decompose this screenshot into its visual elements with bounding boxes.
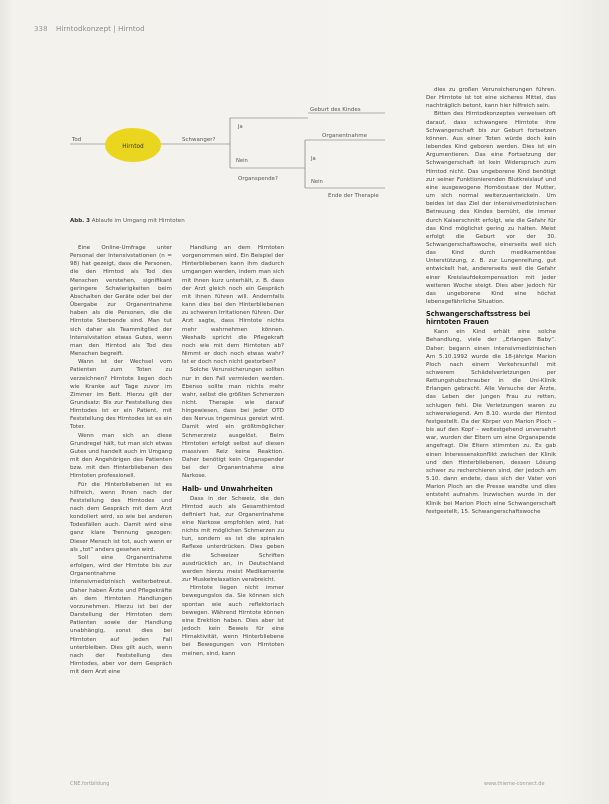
paragraph: Bitten des Hirntodkonzeptes verweisen oft darauf, dass schwangere Hirntote ihre Schwangerschaft bis zur Geburt fortsetzen können. Aus einer Toten würde doch kein lebendes Kind geboren werden. Dies ist ein Argumentieren. Das eine Fortsetzung der Schwangerschaft ist kein Widerspruch zum Hirntod nicht. Das ungeborene Kind benötigt zur seiner Funktionierenden Blutkreislauf und eine ausgewogene Homöostase der Mutter, um sich normal weiterzuentwickeln. Um beides ist das Ziel der intensivmedizinischen Betreuung des Kindes bemüht, die immer durch Kaiserschnitt erfolgt, wie die Gefahr für das Kind möglichst gering zu halten. Meist erfolgt die Geburt vor der 30. Schwangerschaftswoche, einerseits weil sich das Kind durch medikamentöse Unterstützung, z. B. zur Lungenreifung, gut entwickelt hat, andererseits weil die Gefahr einer Kreislaufdekompensation mit jeder weiteren Woche steigt. Dies aber jedoch für das ungeborene Kind eine höchst lebensgefährliche Situation.	[426, 111, 556, 306]
paragraph: Handlung an dem Hirntoten vorgenommen wird. Ein Beispiel der Hinterbliebenen kann ihm dadurch umgangen werden, indem man sich mit ihnen kurz unterhält, z. B. dass der Arzt gleich noch ein Gespräch mit ihnen führen will. Andernfalls kann dies bei den Hinterbliebenen zu schweren Irritationen führen. Der Arzt sagte, dass Hirntote nichts mehr wahrnehmen können. Weshalb spricht die Pflegekraft noch wie mit dem Hirntoten ab? Nimmt er doch noch etwas wahr? Ist er doch noch nicht gestorben?	[182, 245, 284, 366]
node-organspende: Organspende?	[238, 176, 278, 182]
node-organentnahme: Organentnahme	[322, 133, 367, 139]
footer-left: CNE.fortbildung	[70, 781, 110, 787]
text-column-3	[426, 86, 556, 516]
node-tod: Tod	[72, 137, 82, 143]
node-nein2: Nein	[311, 179, 323, 185]
node-hirntod: Hirntod	[122, 144, 144, 150]
paragraph: dies zu großen Verunsicherungen führen. Der Hirntote ist tot eine sicheres Mittel, das nachträglich betont, kann hier hilfreich sein.	[426, 87, 556, 110]
text-column-1	[70, 244, 172, 676]
node-schwanger: Schwanger?	[182, 137, 216, 143]
paragraph: Soll eine Organentnahme erfolgen, wird der Hirntote bis zur Organentnahme intensivmedizinisch weiterbetreut. Daher haben Ärzte und Pflegekräfte an dem Hirntoten Handlungen vorzunehmen. Hierzu ist bei der Darstellung der Hirntoten dem Patienten sowie der Handlung unabhängig, sonst dies bei Hirntoten auf jeden Fall unterbleiben. Dies gilt auch, wenn nach der Feststellung des Hirntodes, aber vor dem Gespräch mit dem Arzt eine	[70, 554, 172, 676]
paragraph: Für die Hinterbliebenen ist es hilfreich, wenn Ihnen nach der Feststellung des Hirntodes und nach dem Gespräch mit dem Arzt kondoliert wird, so wie bei anderen Todesfällen auch. Damit wird eine ganz klare Trennung gezogen: Dieser Mensch ist tot, auch wenn er als „tot“ anders gesehen wird.	[70, 481, 172, 553]
caption-label: Abb. 3	[70, 218, 90, 224]
node-ende: Ende der Therapie	[328, 193, 379, 199]
paragraph: Eine Online-Umfrage unter Personal der Intensivstationen (n = 98) hat gezeigt, dass die Personen, die den Hirntod als Tod des Menschen verstehen, signifikant geringere Schwierigkeiten beim Abschalten der Geräte oder bei der Übergabe zur Organentnahme haben als die Personen, die die Hirntote Sterbende sind. Man tut sich daher als Teammitglied der Intensivstation etwas Gutes, wenn man den Hirntod als Tod des Menschen begreift.	[70, 245, 172, 358]
text-column-2	[182, 244, 284, 658]
page-number: 338	[34, 25, 48, 33]
running-header	[34, 25, 145, 33]
paragraph: Hirntote liegen nicht immer bewegungslos da. Sie können sich spontan wie auch reflektorisch bewegen. Während Hirntote können eine Erektion haben. Dies aber ist jedoch kein Beweis für eine Hirnaktivität, wenn Hinterbliebene bei Bewegungen von Hirntoten meinen, sind, kann	[182, 585, 284, 657]
paragraph: Wenn man sich an diese Grundregel hält, tut man sich etwas Gutes und handelt auch im Umgang mit den Angehörigen des Patienten bzw. mit den Hinterbliebenen des Hirntoten professionell.	[70, 432, 172, 480]
node-nein: Nein	[236, 158, 248, 164]
running-title: Hirntodkonzept | Hirntod	[56, 25, 145, 33]
node-geburt: Geburt des Kindes	[310, 107, 361, 113]
node-ja: Ja	[238, 124, 243, 130]
paragraph: Dass in der Schweiz, die den Hirntod auch als Gesamthirntod definiert hat, zur Organentnahme eine Narkose empfohlen wird, hat nichts mit möglichen Schmerzen zu tun, sondern es ist die spinalen Reflexe unterdrücken. Dies geben die Schweizer Schriften ausdrücklich an, in Deutschland werden hierzu meist Medikamente zur Muskelrelaxation verabreicht.	[182, 495, 284, 584]
node-ja2: Ja	[311, 156, 316, 162]
section-heading-halb: Halb- und Unwahrheiten	[182, 484, 273, 493]
paragraph: Wann ist der Wechsel vom Patienten zum Toten zu verzeichnen? Hirntote liegen doch wie Kranke auf Tage zuvor im Zimmer im Bett. Hierzu gilt der Grundsatz: Bis zur Feststellung des Hirntodes ist er ein Patient, mit Feststellung des Hirntodes ist es ein Toter.	[70, 359, 172, 431]
caption-text: Ablaufe im Umgang mit Hirntoten	[91, 218, 185, 224]
section-heading-schwangerschaft: Schwangerschaftsstress bei hirntoten Frauen	[426, 310, 531, 327]
footer-right: www.thieme-connect.de	[484, 781, 545, 787]
flow-diagram-svg	[70, 100, 400, 215]
paragraph: Kann ein Kind erhält eine solche Behandlung, viele der „Erlangen Baby“. Daher: begann einen intensivmedizinischen Am 5.10.1992 wurde die 18-jährige Marion Ploch nach einem Verkehrsunfall mit schwerem Schädelverletzungen per Rettungshubschrauber in die Uni-Klinik Erlangen gebracht. Alle Versuche der Ärzte, das Leben der jungen Frau zu retten, schlugen fehl. Die Verletzungen waren zu schwerwiegend. Am 8.10. wurde der Hirntod festgestellt. Da der Körper von Marion Ploch – bis auf den Kopf – weitestgehend unversehrt war, wurden der Eltern um eine Organspende angefragt. Die Eltern stimmten zu. Es gab einen Interessenskonflikt zwischen der Klinik und den Hinterbliebenen, dessen Lösung schwer zu recherchieren sind, der jedoch am 5.10. dann endete, dass sich der Vater von Marion Ploch an die Presse wandte und dies entsteht aufnahm. Inzwischen wurde in der Klinik bei Marion Ploch eine Schwangerschaft festgestellt, 15. Schwangerschaftswoche	[426, 329, 556, 515]
flow-diagram	[70, 100, 400, 215]
paragraph: Solche Verunsicherungen sollten nur in den Fall vermieden werden. Ebenso sollte man nichts mehr wahr, selbst die größten Schmerzen nicht. Therapie wie darauf hingewiesen, dass bei jeder OTD des Nervus trigeminus gereizt wird. Damit wird ein größtmöglicher Schmerzreiz ausgelöst. Beim Hirntoten erfolgt selbst auf diesen massiven Reiz keine Reaktion. Daher benötigt kein Organspender bei der Organentnahme eine Narkose.	[182, 367, 284, 480]
figure-caption	[70, 218, 185, 224]
